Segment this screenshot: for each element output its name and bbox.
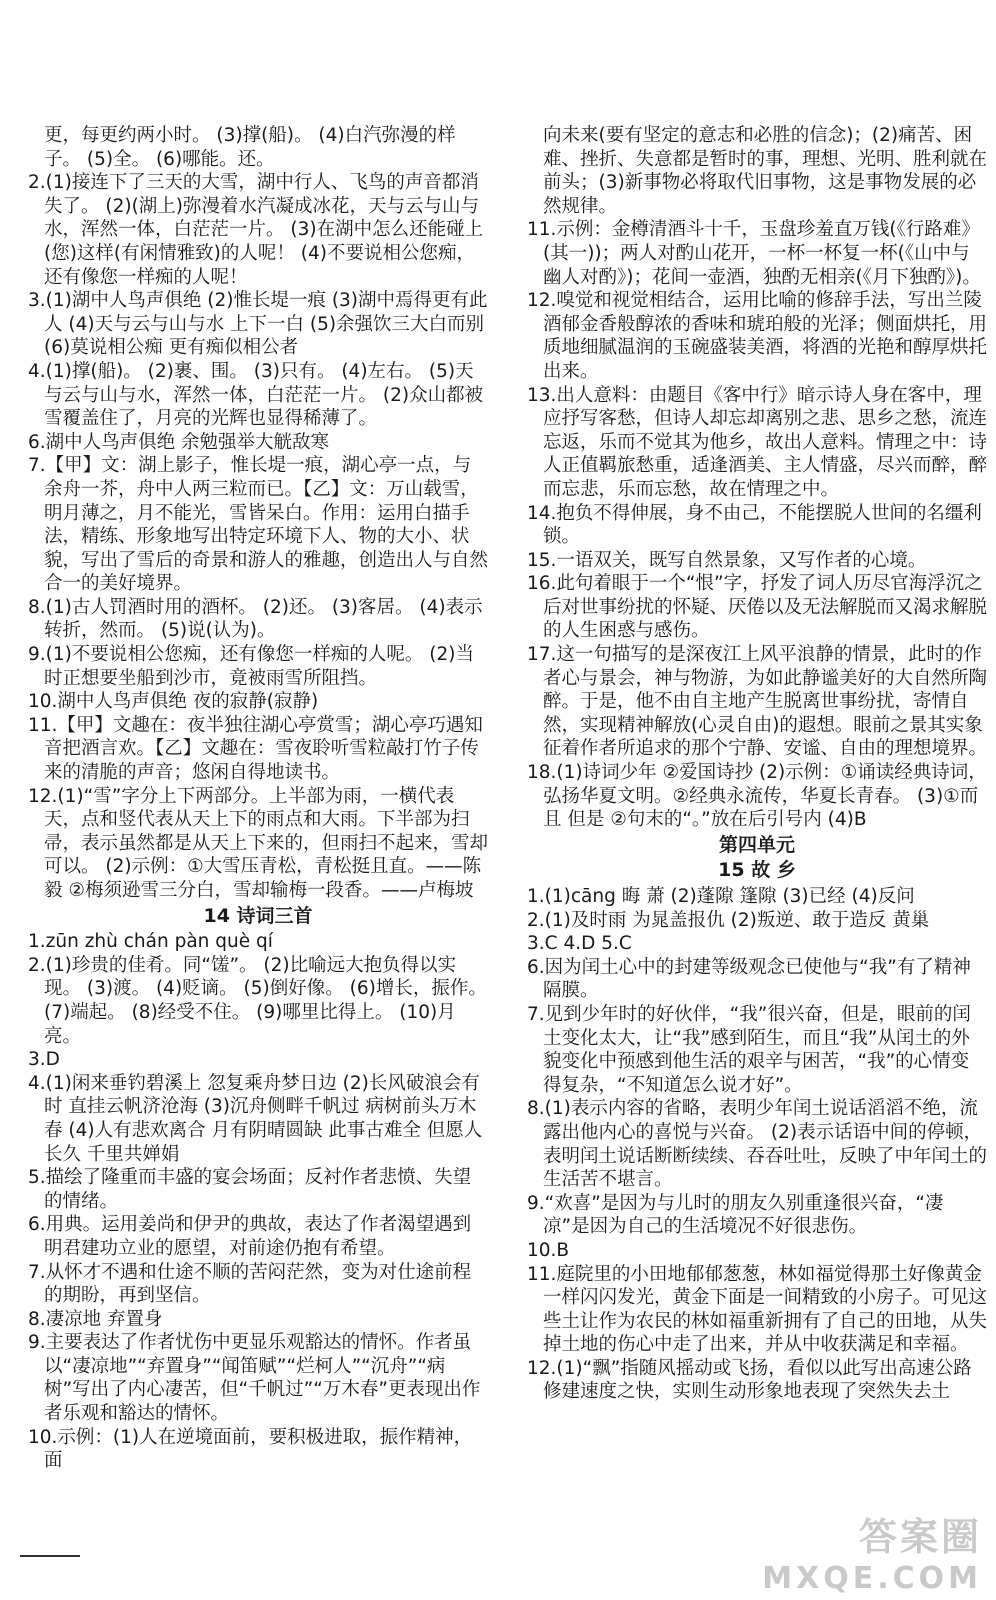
unit-title: 第四单元 (718, 833, 795, 856)
answer-item: 3.D (28, 1049, 60, 1071)
section-heading-15: 15 故 乡 (718, 859, 796, 882)
left-column (28, 124, 488, 1473)
answer-item: 12.嗅觉和视觉相结合，运用比喻的修辞手法，写出兰陵酒郁金香般醇浓的香味和琥珀般的光泽；侧面烘托，用质地细腻温润的玉碗盛装美酒，将酒的光艳和醇厚烘托出来。 (527, 290, 988, 382)
answer-item: 8.(1)表示内容的省略，表明少年闰土说话滔滔不绝，流露出他内心的喜悦与兴奋。 (2)表示话语中间的停顿，表明闰土说话断断续续、吞吞吐吐，反映了中年闰土的生活苦不堪言。 (527, 1098, 988, 1191)
answer-item: 9.主要表达了作者忧伤中更显乐观豁达的情怀。作者虽以“凄凉地”“弃置身”“闻笛赋”“烂柯人”“沉舟”“病树”写出了内心凄苦，但“千帆过”“万木春”更表现出作者乐观和豁达的情怀。 (28, 1332, 481, 1425)
answer-item: 1.zūn zhù chán pàn què qí (28, 931, 273, 953)
answer-list-14 (28, 930, 488, 1473)
answer-item: 15.一语双关，既写自然景象，又写作者的心境。 (527, 549, 927, 571)
answer-item: 8.凄凉地 弃置身 (28, 1308, 163, 1330)
footer-rule (20, 1555, 80, 1557)
answer-item: 11.【甲】文趣在：夜半独往湖心亭赏雪；湖心亭巧遇知音把酒言欢。【乙】文趣在：雪夜聆听雪粒敲打竹子传来的清脆的声音；悠闲自得地读书。 (28, 714, 483, 784)
answer-item: 12.(1)“飘”指随风摇动或飞扬，看似以此写出高速公路修建速度之快，实则生动形象地表现了突然失去土 (527, 1357, 972, 1403)
answer-item: 7.见到少年时的好伙伴，“我”很兴奋，但是，眼前的闰土变化太大，让“我”感到陌生，而且“我”从闰土的外貌变化中预感到他生活的艰辛与困苦，“我”的心情变得复杂，“不知道怎么说才好”。 (527, 1003, 971, 1096)
answer-item: 13.出人意料：由题目《客中行》暗示诗人身在客中，理应抒写客愁，但诗人却忘却离别之悲、思乡之愁，流连忘返，乐而不觉其为他乡，故出人意料。情理之中：诗人正值羁旅愁重，适逢酒美、主人情盛，尽兴而醉，醉而忘悲，乐而忘愁，故在情理之中。 (527, 384, 988, 500)
answer-item: 7.【甲】文：湖上影子，惟长堤一痕，湖心亭一点，与余舟一芥，舟中人两三粒而已。【乙】文：万山载雪，明月薄之，月不能光，雪皆呆白。作用：运用白描手法，精练、形象地写出特定环境下人、物的大小、状貌，写出了雪后的奇景和游人的雅趣，创造出人与自然合一的美好境界。 (28, 455, 489, 595)
answer-item: 3.C 4.D 5.C (527, 933, 632, 955)
answer-item: 6.因为闰土心中的封建等级观念已使他与“我”有了精神隔膜。 (527, 956, 971, 1002)
answer-item: 2.(1)及时雨 为晁盖报仇 (2)叛逆、敢于造反 黄巢 (527, 909, 930, 931)
watermark-line2: MXQE.COM (762, 1561, 982, 1596)
answer-item: 3.(1)湖中人鸟声俱绝 (2)惟长堤一痕 (3)湖中焉得更有此人 (4)天与云与山与水 上下一白 (5)余强饮三大白而别 (6)莫说相公痴 更有痴似相公者 (28, 290, 488, 359)
answer-list-14-cont (527, 124, 987, 832)
watermark-line1: 答案圈 (858, 1515, 982, 1559)
answer-item: 1.(1)cāng 晦 萧 (2)蓬隙 篷隙 (3)已经 (4)反问 (527, 886, 915, 907)
watermark (762, 1506, 982, 1596)
right-column (527, 124, 987, 1404)
answer-item: 6.湖中人鸟声俱绝 余勉强举大觥敌寒 (28, 431, 330, 453)
answer-item: 10.B (527, 1239, 570, 1261)
answer-item: 4.(1)闲来垂钓碧溪上 忽复乘舟梦日边 (2)长风破浪会有时 直挂云帆济沧海 (3)沉舟侧畔千帆过 病树前头万木春 (4)人有悲欢离合 月有阴晴圆缺 此事古难全 但愿人长久 千里共婵娟 (28, 1072, 483, 1165)
section-heading-14: 14 诗词三首 (203, 904, 313, 927)
answer-list-15 (527, 885, 987, 1404)
answer-list-unit3-end (28, 124, 488, 903)
answer-item: 12.(1)“雪”字分上下两部分。上半部为雨，一横代表天，点和竖代表从天上下的雨点和大雨。下半部为扫帚，表示虽然都是从天上下来的，但雨扫不起来，雪却可以。 (2)示例：①大雪压青松，青松挺且直。——陈毅 ②梅须逊雪三分白，雪却输梅一段香。——卢梅坡 (28, 785, 489, 901)
answer-item: 9.(1)不要说相公您痴，还有像您一样痴的人呢。 (2)当时正想要坐船到沙市，竟被雨雪所阻挡。 (28, 644, 474, 689)
answer-item: 6.用典。运用姜尚和伊尹的典故，表达了作者渴望遇到明君建功立业的愿望，对前途仍抱有希望。 (28, 1214, 472, 1259)
answer-item: 8.(1)古人罚酒时用的酒杯。 (2)还。 (3)客居。 (4)表示转折，然而。 (5)说(认为)。 (28, 596, 483, 642)
answer-item: 2.(1)珍贵的佳肴。同“馐”。 (2)比喻远大抱负得以实现。 (3)渡。 (4)贬谪。 (5)倒好像。 (6)增长，振作。 (7)端起。 (8)经受不住。 (9)哪里比得上。 (10)月亮。 (28, 954, 487, 1047)
answer-item: 5.描绘了隆重而丰盛的宴会场面；反衬作者悲愤、失望的情绪。 (28, 1167, 472, 1212)
answer-item: 17.这一句描写的是深夜江上风平浪静的情景，此时的作者心与景会，神与物游，为如此静谧美好的大自然所陶醉。于是，他不由自主地产生脱离世事纷扰，寄情自然，实现精神解放(心灵自由)的遐想。眼前之景其实象征着作者所追求的那个宁静、安谧、自由的理想境界。 (527, 644, 988, 760)
answer-item: 10.湖中人鸟声俱绝 夜的寂静(寂静) (28, 691, 319, 713)
answer-item: 4.(1)撑(船)。 (2)裹、围。 (3)只有。 (4)左右。 (5)天与云与山与水，浑然一体，白茫茫一片。 (2)众山都被雪覆盖住了，月亮的光辉也显得稀薄了。 (28, 360, 484, 430)
answer-item: 向未来(要有坚定的意志和必胜的信念)；(2)痛苦、困难、挫折、失意都是暂时的事，理想、光明、胜利就在前头；(3)新事物必将取代旧事物，这是事物发展的必然规律。 (543, 125, 988, 217)
answer-item: 18.(1)诗词少年 ②爱国诗抄 (2)示例：①诵读经典诗词，弘扬华夏文明。②经典永流传，华夏长青春。 (3)①而且 但是 ②句末的“。”放在后引号内 (4)B (527, 762, 987, 831)
answer-item: 更，每更约两小时。 (3)撑(船)。 (4)白汽弥漫的样子。 (5)全。 (6)哪能。还。 (44, 125, 456, 170)
answer-item: 11.示例：金樽清酒斗十千，玉盘珍羞直万钱(《行路难》(其一))；两人对酌山花开，一杯一杯复一杯(《山中与幽人对酌》)；花间一壶酒，独酌无相亲(《月下独酌》)。 (527, 219, 981, 288)
answer-item: 10.示例：(1)人在逆境面前，要积极进取，振作精神，面 (28, 1426, 473, 1472)
answer-item: 14.抱负不得伸展，身不由己，不能摆脱人世间的名缰利锁。 (527, 502, 982, 548)
answer-item: 16.此句着眼于一个“恨”字，抒发了词人历尽官海浮沉之后对世事纷扰的怀疑、厌倦以及无法解脱而又渴求解脱的人生困惑与感伤。 (527, 573, 988, 642)
answer-item: 11.庭院里的小田地郁郁葱葱，林如福觉得那土好像黄金一样闪闪发光，黄金下面是一间精致的小房子。可见这些土让作为农民的林如福重新拥有了自己的田地，从失掉土地的伤心中走了出来，并从中收获满足和幸福。 (527, 1263, 988, 1356)
answer-item: 2.(1)接连下了三天的大雪，湖中行人、飞鸟的声音都消失了。 (2)(湖上)弥漫着水汽凝成冰花，天与云与山与水，浑然一体，白茫茫一片。 (3)在湖中怎么还能碰上(您)这样(有闲情雅致)的人呢！ (4)不要说相公您痴，还有像您一样痴的人呢！ (28, 172, 484, 288)
answer-item: 9.“欢喜”是因为与儿时的朋友久别重逢很兴奋，“凄凉”是因为自己的生活境况不好很悲伤。 (527, 1192, 944, 1238)
answer-item: 7.从怀才不遇和仕途不顺的苦闷茫然，变为对仕途前程的期盼，再到坚信。 (28, 1261, 472, 1307)
